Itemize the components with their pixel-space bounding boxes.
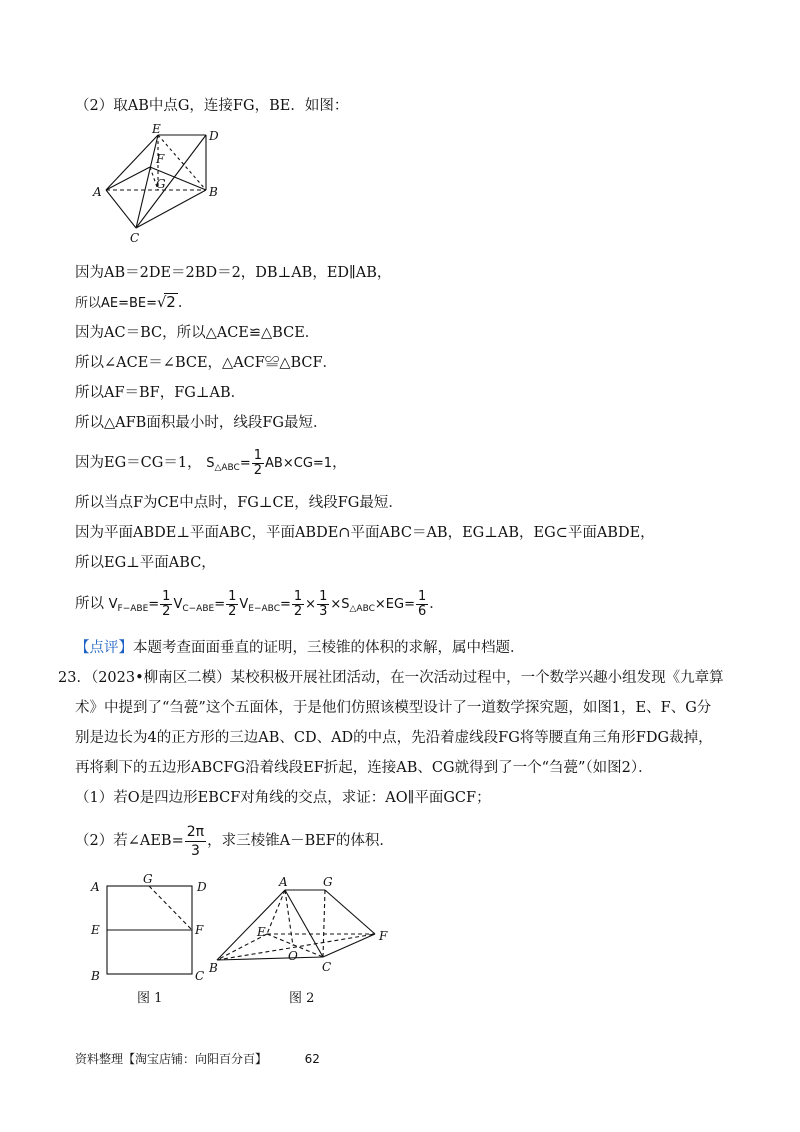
fig1-label-e: E bbox=[91, 923, 100, 937]
solution-line-11: 所以 $V_{F-ABE}=$ $\frac{1}{2}$ $V_{C-ABE}=$ $\frac{1}{2}$ $V_{E-ABC}=$ $\frac{1}{2}$ × $\frac{1}{3}$ $\times S_{\triangle ABC}\times EG=$ $\frac{1}{6}$ ． bbox=[75, 588, 444, 619]
fig2-label-o: O bbox=[288, 949, 298, 963]
solution-line-4: 所以∠ACE＝∠BCE，△ACF≌△BCF． bbox=[75, 355, 338, 371]
footer bbox=[75, 1050, 320, 1067]
fig-top-label-g: G bbox=[156, 177, 166, 191]
page-number: 62 bbox=[304, 1052, 320, 1066]
solution-line-9: 因为平面ABDE⊥平面ABC，平面ABDE∩平面ABC＝AB，EG⊥AB，EG⊂平面ABDE， bbox=[75, 525, 655, 541]
solution-line-7: 因为EG＝CG＝1， $S_{\triangle ABC}=$ $\frac{1}{2}$ AB×CG=1， bbox=[75, 447, 347, 478]
part2-intro: （2）取AB中点G，连接FG，BE．如图： bbox=[75, 98, 349, 114]
figure-prism-abcde bbox=[88, 120, 228, 245]
solution-line-3: 因为AC＝BC，所以△ACE≌△BCE． bbox=[75, 325, 320, 341]
solution-line-10: 所以EG⊥平面ABC， bbox=[75, 555, 216, 571]
q23-part-2: （2）若∠AEB= $\frac{2\pi}{3}$ ，求三棱锥A－BEF的体积． bbox=[75, 823, 394, 859]
fig1-label-f: F bbox=[195, 923, 204, 937]
fig-top-label-a: A bbox=[93, 185, 102, 199]
solution-line-1: 因为AB＝2DE＝2BD＝2，DB⊥AB，ED∥AB， bbox=[75, 265, 392, 281]
fig1-label-c: C bbox=[195, 969, 205, 983]
solution-line-2: 所以AE=BE=√2 ． bbox=[75, 293, 193, 311]
solution-line-5: 所以AF＝BF，FG⊥AB． bbox=[75, 385, 246, 401]
fig-top-label-b: B bbox=[209, 185, 218, 199]
comment: 【点评】本题考查面面垂直的证明，三棱锥的体积的求解，属中档题． bbox=[75, 640, 525, 656]
fig-top-label-d: D bbox=[209, 129, 219, 143]
fig1-label-a: A bbox=[91, 880, 100, 894]
figure-2-chumeng bbox=[205, 872, 400, 1012]
fig2-label-e: E bbox=[257, 925, 266, 939]
figure-1-square bbox=[85, 872, 215, 1012]
q23-line-2: 术》中提到了“刍甍”这个五面体，于是他们仿照该模型设计了一道数学探究题，如图1，E、F、G分 bbox=[75, 700, 712, 716]
fig2-label-c: C bbox=[322, 960, 332, 974]
fig2-label-b: B bbox=[209, 961, 218, 975]
fig2-label-g: G bbox=[323, 875, 333, 889]
fig2-caption: 图 2 bbox=[289, 991, 315, 1006]
fig-top-label-c: C bbox=[130, 231, 140, 245]
fig-top-label-e: E bbox=[152, 122, 161, 136]
q23-part-1: （1）若O是四边形EBCF对角线的交点，求证：AO∥平面GCF； bbox=[75, 790, 491, 806]
fraction-half: $\frac{1}{2}$ bbox=[253, 447, 263, 478]
solution-line-8: 所以当点F为CE中点时，FG⊥CE，线段FG最短． bbox=[75, 495, 403, 511]
fig2-label-a: A bbox=[279, 875, 288, 889]
comment-tag: 【点评】 bbox=[75, 640, 133, 656]
footer-text: 资料整理【淘宝店铺：向阳百分百】 bbox=[75, 1052, 268, 1066]
fig1-label-b: B bbox=[91, 969, 100, 983]
fig2-label-f: F bbox=[379, 929, 388, 943]
fig-top-label-f: F bbox=[156, 152, 165, 166]
fig1-label-g: G bbox=[143, 872, 153, 886]
q23-line-3: 别是边长为4的正方形的三边AB、CD、AD的中点，先沿着虚线段FG将等腰直角三角形FDG裁掉， bbox=[75, 730, 713, 746]
fig1-caption: 图 1 bbox=[137, 991, 163, 1006]
fig1-label-d: D bbox=[197, 880, 207, 894]
q23-line-4: 再将剩下的五边形ABCFG沿着线段EF折起，连接AB、CG就得到了一个“刍甍”（如图2）． bbox=[75, 760, 653, 776]
solution-line-6: 所以△AFB面积最小时，线段FG最短． bbox=[75, 415, 328, 431]
q23-line-1: 23．（2023•柳南区二模）某校积极开展社团活动，在一次活动过程中，一个数学兴趣小组发现《九章算 bbox=[58, 670, 724, 686]
